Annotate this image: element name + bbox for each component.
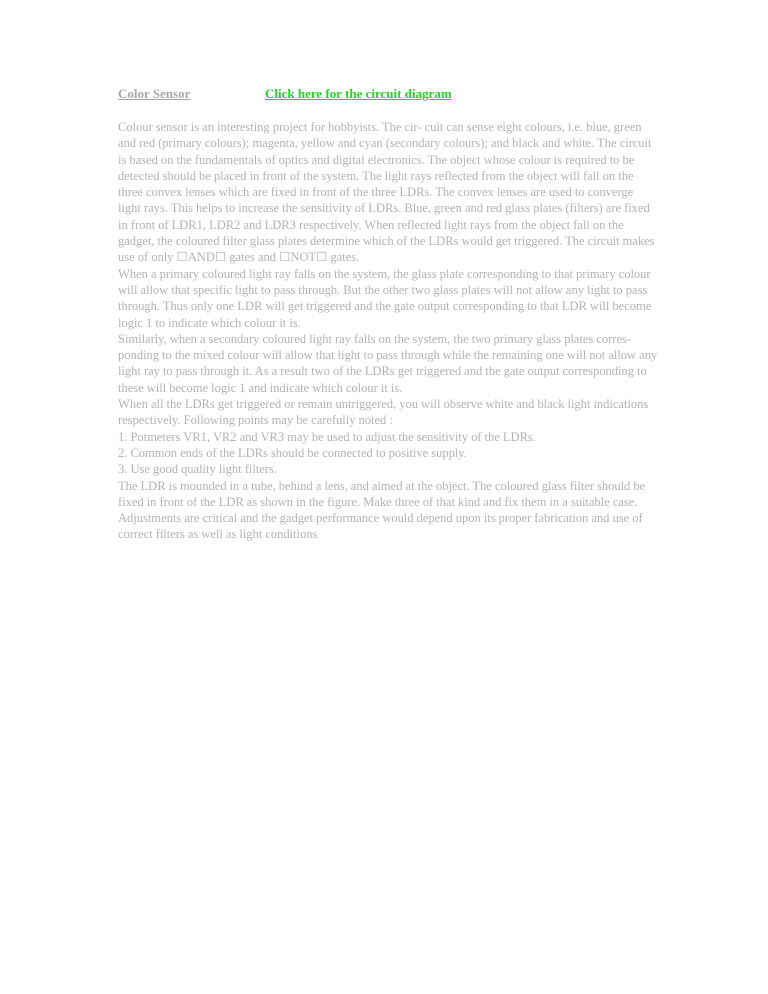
paragraph-primary-colour: When a primary coloured light ray falls on the system, the glass plate corresponding to that primary colour will allow that specific light to pass through. But the other two glass plates will not allow any light to pass through. Thus only one LDR will get triggered and the gate output corresponding to that LDR will become logic 1 to indicate which colour it is. bbox=[118, 266, 652, 330]
note-item-1: 1. Potmeters VR1, VR2 and VR3 may be used to adjust the sensitivity of the LDRs. bbox=[118, 429, 536, 444]
paragraph-secondary-colour: Similarly, when a secondary coloured light ray falls on the system, the two primary glass plates corres- ponding to the mixed colour will allow that light to pass through while the remaining one will not allow any light ray to pass through it. As a result two of the LDRs get triggered and the gate output corresponding to these will become logic 1 and indicate which colour it is. bbox=[118, 331, 658, 395]
document-page bbox=[118, 86, 658, 543]
page-title: Color Sensor bbox=[118, 86, 191, 101]
article-body bbox=[118, 119, 658, 543]
header-row bbox=[118, 86, 658, 104]
paragraph-white-black: When all the LDRs get triggered or remain untriggered, you will observe white and black light indications respectively. Following points may be carefully noted : bbox=[118, 397, 649, 428]
circuit-diagram-link[interactable]: Click here for the circuit diagram bbox=[265, 86, 452, 101]
note-item-2: 2. Common ends of the LDRs should be connected to positive supply. bbox=[118, 445, 467, 460]
paragraph-mounting: The LDR is mounded in a tube, behind a lens, and aimed at the object. The coloured glass filter should be fixed in front of the LDR as shown in the figure. Make three of that kind and fix them in a suitable case. Adjustments are critical and the gadget performance would depend upon its proper fabrication and use of correct filters as well as light conditions bbox=[118, 478, 646, 542]
paragraph-intro: Colour sensor is an interesting project for hobbyists. The cir- cuit can sense eight colours, i.e. blue, green and red (primary colours); magenta, yellow and cyan (secondary colours); and black and white. The circuit is based on the fundamentals of optics and digital electronics. The object whose colour is required to be detected should be placed in front of the system. The light rays reflected from the object will fall on the three convex lenses which are fixed in front of the three LDRs. The convex lenses are used to converge light rays. This helps to increase the sensitivity of LDRs. Blue, green and red glass plates (filters) are fixed in front of LDR1, LDR2 and LDR3 respectively. When reflected light rays from the object fall on the gadget, the coloured filter glass plates determine which of the LDRs would get triggered. The circuit makes use of only ☐AND☐ gates and ☐NOT☐ gates. bbox=[118, 120, 655, 265]
note-item-3: 3. Use good quality light filters. bbox=[118, 462, 277, 477]
